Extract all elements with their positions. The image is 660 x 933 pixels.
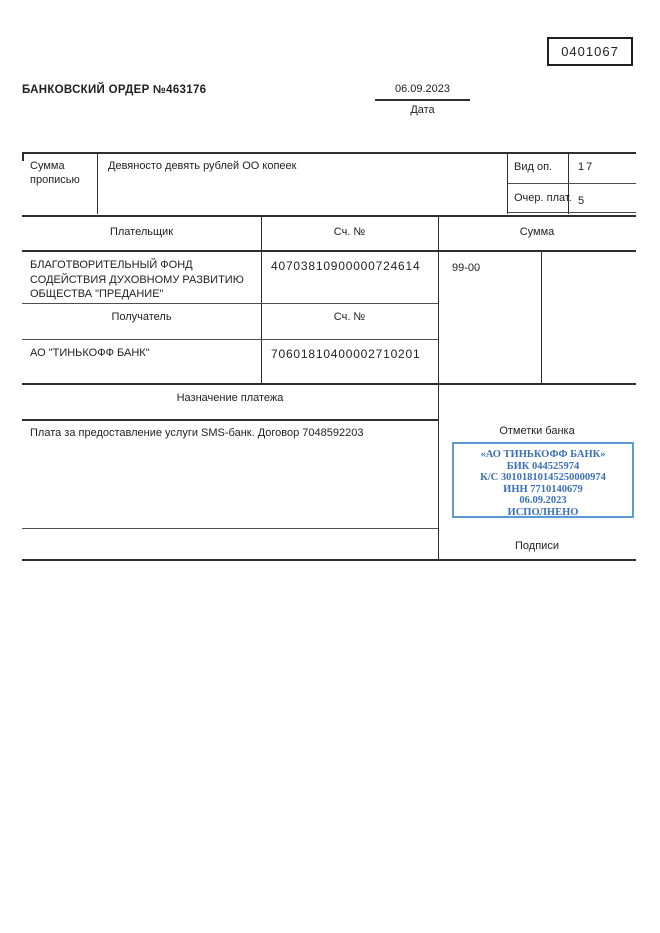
amount-words-value: Девяносто девять рублей ОО копеек (108, 160, 297, 172)
stamp-corr-account: К/С 30101810145250000974 (480, 472, 606, 483)
stamp-date: 06.09.2023 (519, 495, 567, 506)
payment-priority-label: Очер. плат. (514, 192, 572, 204)
divider-table-bottom (22, 559, 636, 561)
purpose-value: Плата за предоставление услуги SMS-банк. Договор 7048592203 (30, 427, 364, 439)
amount-value: 99-00 (452, 262, 481, 274)
stamp-status: ИСПОЛНЕНО (507, 506, 579, 518)
op-type-value: 17 (578, 161, 595, 173)
divider-table-top (22, 152, 636, 154)
bank-marks-header: Отметки банка (499, 425, 575, 437)
payer-name: БЛАГОТВОРИТЕЛЬНЫЙ ФОНД СОДЕЙСТВИЯ ДУХОВНОМУ РАЗВИТИЮ ОБЩЕСТВА "ПРЕДАНИЕ" (30, 259, 244, 300)
stamp-inn: ИНН 7710140679 (503, 483, 583, 495)
form-code: 0401067 (561, 44, 619, 59)
divider-payer-bottom (22, 303, 438, 304)
tick-table-top-left (22, 152, 24, 161)
date-underline (375, 99, 470, 101)
payer-account-header: Сч. № (333, 226, 366, 238)
recipient-header: Получатель (111, 311, 172, 323)
document-title: БАНКОВСКИЙ ОРДЕР №463176 (22, 84, 207, 96)
op-type-label: Вид оп. (514, 161, 553, 173)
divider-op-type-row (507, 183, 636, 184)
divider-col-amount (438, 215, 439, 559)
divider-priority-bottom (507, 212, 636, 213)
date-label: Дата (410, 104, 435, 116)
bank-stamp (452, 442, 634, 518)
payer-header: Плательщик (109, 226, 174, 238)
purpose-header: Назначение платежа (176, 392, 284, 404)
recipient-account-header: Сч. № (333, 311, 366, 323)
divider-amount-middle (541, 250, 542, 383)
divider-amount-words-label (97, 152, 98, 214)
signatures-label: Подписи (515, 540, 559, 552)
divider-recipient-header-bottom (22, 339, 438, 340)
divider-col-payer-account (261, 215, 262, 383)
recipient-name: АО "ТИНЬКОФФ БАНК" (30, 347, 150, 359)
divider-signatures-top (22, 528, 438, 529)
divider-recipient-bottom (22, 383, 636, 385)
amount-words-label: Сумма прописью (30, 160, 80, 186)
payment-priority-value: 5 (578, 195, 585, 207)
recipient-account: 70601810400002710201 (271, 347, 421, 361)
payer-account: 40703810900000724614 (271, 259, 421, 273)
divider-purpose-header-bottom (22, 419, 438, 421)
form-code-box (547, 37, 633, 66)
amount-header: Сумма (519, 226, 555, 238)
stamp-bank-name: «АО ТИНЬКОФФ БАНК» (480, 449, 606, 460)
divider-header-bottom (22, 250, 636, 252)
stamp-bik: БИК 044525974 (506, 460, 580, 472)
divider-header-top (22, 215, 636, 217)
date-value: 06.09.2023 (394, 83, 451, 95)
